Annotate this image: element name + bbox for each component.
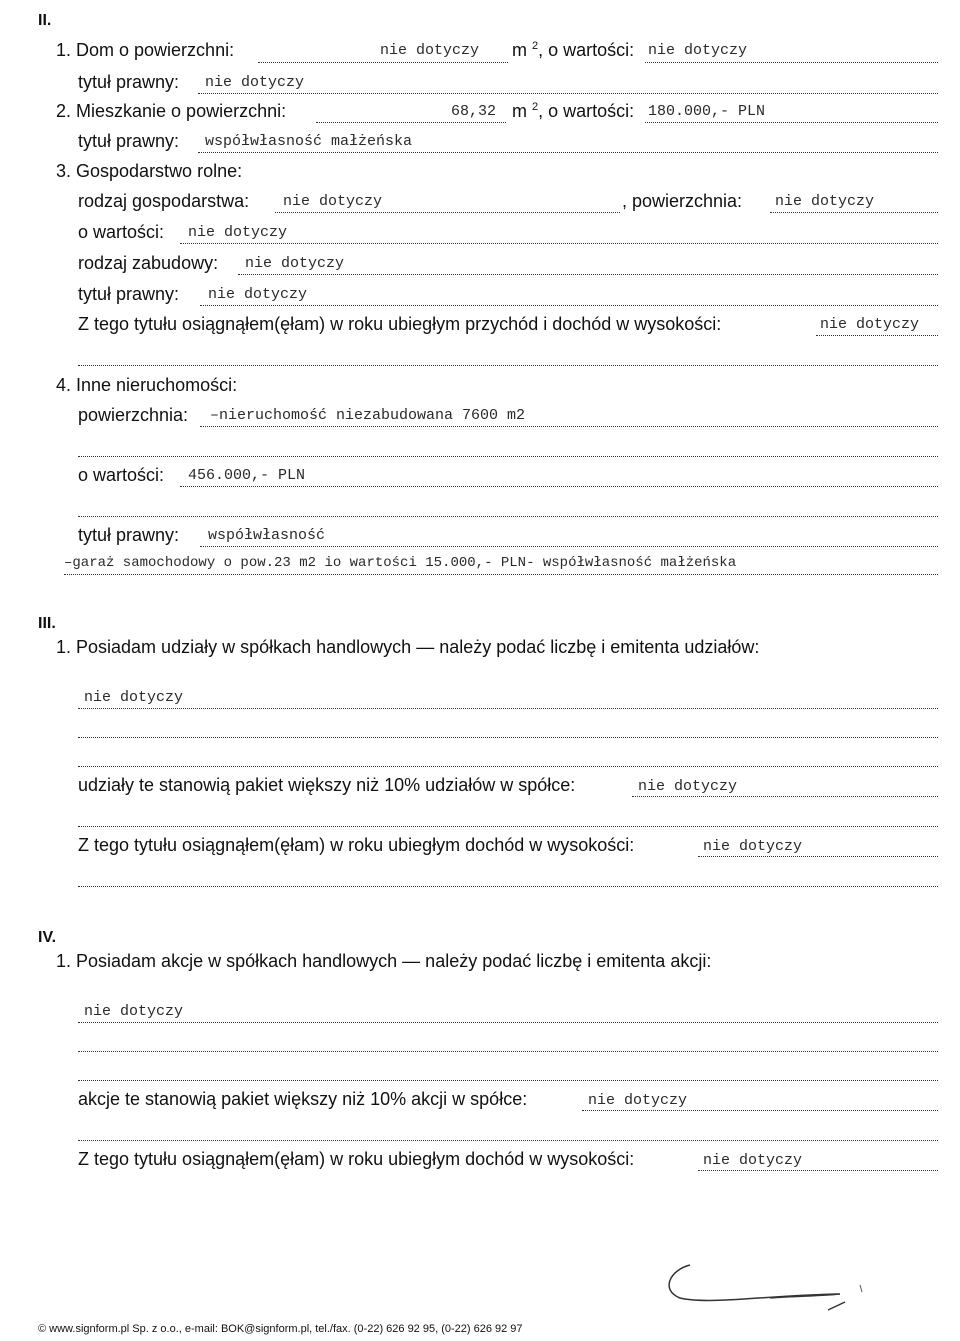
shares-line-2	[78, 737, 938, 738]
flat-area-value: 68,32	[451, 103, 497, 120]
farm-income-value: nie dotyczy	[820, 316, 920, 333]
shares-packet-line	[632, 796, 938, 797]
shares-label: 1. Posiadam udziały w spółkach handlowych — należy podać liczbę i emitenta udziałów:	[56, 637, 760, 657]
other-value-line	[180, 486, 938, 487]
farm-title-line	[200, 305, 938, 306]
shares-income-value: nie dotyczy	[703, 838, 803, 855]
farm-kind-label: rodzaj gospodarstwa:	[78, 191, 250, 211]
stocks-value: nie dotyczy	[84, 1003, 184, 1020]
shares-line-4	[78, 826, 938, 827]
stocks-income-value: nie dotyczy	[703, 1152, 803, 1169]
other-title-line	[200, 546, 938, 547]
flat-unit: m $^2$, o wartości:	[512, 101, 635, 121]
flat-value-line	[645, 122, 938, 123]
stocks-income-line	[698, 1170, 938, 1171]
flat-title-line	[198, 152, 938, 153]
other-area-value: –nieruchomość niezabudowana 7600 m2	[210, 407, 526, 424]
flat-value: 180.000,- PLN	[648, 103, 766, 120]
stocks-packet-line	[582, 1110, 938, 1111]
house-value-line	[645, 62, 938, 63]
flat-area-line	[316, 122, 506, 123]
farm-area-value: nie dotyczy	[775, 193, 875, 210]
other-title-label: tytuł prawny:	[78, 525, 180, 545]
stocks-line-2	[78, 1051, 938, 1052]
stocks-packet-value: nie dotyczy	[588, 1092, 688, 1109]
farm-build-value: nie dotyczy	[245, 255, 345, 272]
house-title-line	[198, 93, 938, 94]
flat-title-value: współwłasność małżeńska	[205, 133, 413, 150]
stocks-line-1	[78, 1022, 938, 1023]
farm-area-line	[770, 212, 938, 213]
farm-kind-line	[275, 212, 620, 213]
footer-text: © www.signform.pl Sp. z o.o., e-mail: BOK@signform.pl, tel./fax. (0-22) 626 92 95, (0-22) 626 92 97	[38, 1323, 523, 1335]
shares-value: nie dotyczy	[84, 689, 184, 706]
section-ii-heading: II.	[38, 12, 52, 29]
house-value: nie dotyczy	[648, 42, 748, 59]
flat-title-label: tytuł prawny:	[78, 131, 180, 151]
farm-value: nie dotyczy	[188, 224, 288, 241]
shares-income-label: Z tego tytułu osiągnąłem(ęłam) w roku ubiegłym dochód w wysokości:	[78, 835, 635, 855]
stocks-line-4	[78, 1140, 938, 1141]
section-iv-heading: IV.	[38, 929, 57, 946]
farm-income-label: Z tego tytułu osiągnąłem(ęłam) w roku ubiegłym przychód i dochód w wysokości:	[78, 314, 722, 334]
signature-image	[650, 1250, 890, 1320]
house-unit: m $^2$, o wartości:	[512, 40, 635, 60]
other-extra-line-3	[64, 574, 938, 575]
shares-packet-value: nie dotyczy	[638, 778, 738, 795]
other-title-value: współwłasność	[208, 527, 326, 544]
shares-income-line	[698, 856, 938, 857]
house-title-label: tytuł prawny:	[78, 72, 180, 92]
stocks-line-3	[78, 1080, 938, 1081]
other-extra-line-2	[78, 516, 938, 517]
flat-area-label: 2. Mieszkanie o powierzchni:	[56, 101, 287, 121]
other-extra-value: –garaż samochodowy o pow.23 m2 io wartości 15.000,- PLN- współwłasność małżeńska	[64, 555, 737, 571]
other-area-line	[200, 426, 938, 427]
stocks-packet-label: akcje te stanowią pakiet większy niż 10% akcji w spółce:	[78, 1089, 528, 1109]
farm-income-line	[816, 335, 938, 336]
stocks-income-label: Z tego tytułu osiągnąłem(ęłam) w roku ubiegłym dochód w wysokości:	[78, 1149, 635, 1169]
farm-extra-line	[78, 365, 938, 366]
shares-line-5	[78, 886, 938, 887]
farm-kind-value: nie dotyczy	[283, 193, 383, 210]
shares-line-1	[78, 708, 938, 709]
farm-build-line	[238, 274, 938, 275]
other-value-label: o wartości:	[78, 465, 165, 485]
farm-label: 3. Gospodarstwo rolne:	[56, 161, 243, 181]
farm-value-label: o wartości:	[78, 222, 165, 242]
farm-title-value: nie dotyczy	[208, 286, 308, 303]
other-area-label: powierzchnia:	[78, 405, 189, 425]
other-extra-line-1	[78, 456, 938, 457]
farm-area-label: , powierzchnia:	[622, 191, 743, 211]
farm-title-label: tytuł prawny:	[78, 284, 180, 304]
farm-value-line	[180, 243, 938, 244]
shares-packet-label: udziały te stanowią pakiet większy niż 10% udziałów w spółce:	[78, 775, 576, 795]
section-iii-heading: III.	[38, 615, 56, 632]
other-value: 456.000,- PLN	[188, 467, 306, 484]
other-label: 4. Inne nieruchomości:	[56, 375, 238, 395]
stocks-label: 1. Posiadam akcje w spółkach handlowych — należy podać liczbę i emitenta akcji:	[56, 951, 712, 971]
house-area-value: nie dotyczy	[380, 42, 480, 59]
house-area-label: 1. Dom o powierzchni:	[56, 40, 235, 60]
shares-line-3	[78, 766, 938, 767]
house-title-value: nie dotyczy	[205, 74, 305, 91]
house-area-line	[258, 62, 508, 63]
farm-build-label: rodzaj zabudowy:	[78, 253, 219, 273]
